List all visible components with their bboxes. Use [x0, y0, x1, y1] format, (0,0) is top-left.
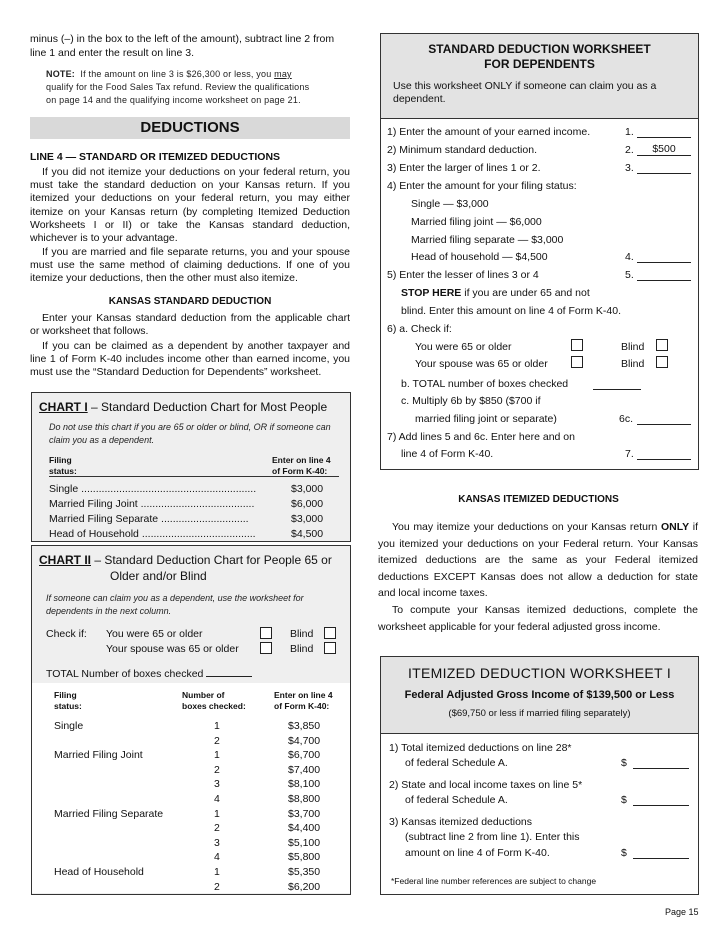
chart-2-amount: $8,800 — [288, 793, 321, 805]
sdw-line-4: 4) Enter the amount for your filing status: — [387, 180, 577, 192]
sdw-line-3: 3) Enter the larger of lines 1 or 2. — [387, 162, 541, 174]
chart-2 — [31, 545, 351, 895]
chart-2-amount: $4,400 — [288, 822, 321, 835]
chart-2-amount: $3,850 — [288, 720, 321, 732]
divider — [49, 476, 339, 477]
chart-2-amount: $3,700 — [288, 807, 321, 820]
chart-1 — [31, 392, 351, 542]
idw-line-1-field[interactable] — [633, 757, 689, 769]
sdw-line-6c-num: 6c. — [619, 413, 634, 425]
idw-line-1b: of federal Schedule A. — [405, 757, 508, 769]
idw-dollar: $ — [621, 794, 627, 806]
col-head: Enter on line 4 — [272, 455, 331, 465]
sdw-line-1-field[interactable] — [637, 126, 691, 138]
idw-dollar: $ — [621, 847, 627, 859]
note-block — [46, 68, 346, 107]
page-number: Page 15 — [665, 907, 699, 917]
col-head: status: — [49, 466, 77, 476]
sdw-line-6b-field[interactable] — [593, 378, 641, 390]
chart-1-note: Do not use this chart if you are 65 or older or blind, OR if someone can claim you as a dependent. — [49, 422, 331, 445]
chart-2-col-filing — [54, 690, 82, 712]
chart-1-col-enter — [272, 455, 331, 477]
col-head: Number of — [182, 690, 225, 700]
chart-2-status: Married Filing Joint — [54, 749, 143, 762]
idw-line-2a: 2) State and local income taxes on line 5* — [389, 779, 583, 791]
chart-1-title — [39, 400, 327, 414]
idw-line-2b: of federal Schedule A. — [405, 794, 508, 806]
chart-2-boxes: 4 — [214, 851, 220, 864]
chart-2-col-boxes — [182, 690, 246, 712]
sdw-line-6: 6) a. Check if: — [387, 323, 452, 335]
chart-2-boxes: 2 — [214, 880, 220, 893]
sdw-you-blind-checkbox[interactable] — [656, 339, 668, 351]
sdw-line-6a1: You were 65 or older — [415, 341, 512, 353]
deductions-header: DEDUCTIONS — [30, 117, 350, 139]
chart-2-amount: $5,100 — [288, 836, 321, 849]
sdw-line-5-num: 5. — [625, 269, 634, 281]
sdw-line-6a2: Your spouse was 65 or older — [415, 358, 548, 370]
total-boxes — [46, 666, 252, 680]
idw-line-3-field[interactable] — [633, 847, 689, 859]
idw-line-3a: 3) Kansas itemized deductions — [389, 816, 532, 828]
para-4: If you can be claimed as a dependent by another taxpayer and line 1 of Form K-40 includes income other than earned income, you must use the “Standard Deduction for Dependents” worksheet. — [30, 340, 350, 379]
blind-label: Blind — [290, 643, 314, 655]
chart-1-amount: $6,000 — [291, 498, 324, 510]
chart-1-status: Married Filing Joint ....................................... — [49, 498, 255, 510]
chart-1-title-text: – Standard Deduction Chart for Most People — [87, 400, 328, 414]
sdw-line-7-field[interactable] — [637, 448, 691, 460]
sdw-line-6c-field[interactable] — [637, 413, 691, 425]
col-head: boxes checked: — [182, 701, 246, 711]
sdw-line-1: 1) Enter the amount of your earned income. — [387, 126, 591, 138]
intro-line: minus (–) in the box to the left of the amount), subtract line 2 from — [30, 33, 335, 45]
divider — [381, 733, 698, 734]
idw-line-3b: (subtract line 2 from line 1). Enter this — [405, 831, 580, 843]
col-head: of Form K-40: — [272, 466, 328, 476]
chart-2-boxes: 2 — [214, 822, 220, 835]
total-boxes-label: TOTAL Number of boxes checked — [46, 668, 204, 680]
para-1: If you did not itemize your deductions on your federal return, you must take the standard deduction on your Kansas return. If you itemized your deductions on your federal return, you may either itemize on your Kansas return (by completing Itemized Deduction Worksheets I or II) or take the Kansas standard deduction, whichever is to your advantage. — [30, 166, 350, 245]
sdw-line-6b: b. TOTAL number of boxes checked — [401, 378, 569, 390]
chart-2-amount: $4,700 — [288, 734, 321, 747]
sdw-spouse-blind-checkbox[interactable] — [656, 356, 668, 368]
sdw-blind-label: Blind — [621, 358, 645, 370]
sdw-line-4-num: 4. — [625, 251, 634, 263]
sdw-line-5-field[interactable] — [637, 269, 691, 281]
sdw-line-7-num: 7. — [625, 448, 634, 460]
para-3: Enter your Kansas standard deduction from the applicable chart or worksheet that follows. — [30, 312, 350, 338]
chart-2-boxes: 4 — [214, 793, 220, 805]
kid-text: You may itemize your deductions on your Kansas return — [392, 521, 661, 533]
idw-line-1a: 1) Total itemized deductions on line 28* — [389, 742, 572, 754]
sdw-subtitle: Use this worksheet ONLY if someone can claim you as a dependent. — [393, 80, 657, 105]
chart-2-title-text: – Standard Deduction Chart for People 65 or — [91, 553, 332, 567]
kid-para-2: To compute your Kansas itemized deductions, complete the worksheet applicable for your federal adjusted gross income. — [378, 604, 698, 633]
chart-2-boxes: 3 — [214, 836, 220, 849]
chart-1-col-filing — [49, 455, 77, 477]
sdw-line-3-num: 3. — [625, 162, 634, 174]
total-boxes-field[interactable] — [206, 666, 252, 677]
chart-2-boxes: 1 — [214, 807, 220, 820]
spouse65-label: Your spouse was 65 or older — [106, 643, 239, 655]
chart-2-boxes: 3 — [214, 778, 220, 791]
sdw-title-line: STANDARD DEDUCTION WORKSHEET — [428, 42, 651, 56]
sdw-worksheet — [380, 33, 699, 470]
chart-2-boxes: 1 — [214, 866, 220, 878]
intro-text — [30, 33, 350, 60]
sdw-line-1-num: 1. — [625, 126, 634, 138]
sdw-line-2-value: $500 — [637, 143, 691, 156]
spouse-blind-checkbox[interactable] — [324, 642, 336, 654]
idw-worksheet — [380, 656, 699, 895]
stop-text: if you are under 65 and not — [461, 287, 590, 299]
sdw-line-6c2: married filing joint or separate) — [415, 413, 557, 425]
chart-1-status: Married Filing Separate .............................. — [49, 513, 249, 525]
chart-2-boxes: 2 — [214, 763, 220, 776]
stop-here: STOP HERE — [401, 287, 462, 299]
note-may: may — [274, 69, 292, 79]
line4-title: LINE 4 — STANDARD OR ITEMIZED DEDUCTIONS — [30, 151, 281, 163]
kid-text: if you itemized your deductions on your Federal return. Your Kansas itemized deductions are the same as your Federal itemized deductions EXCEPT Kansas does not allow a deduction for state and local income taxes. — [378, 521, 699, 599]
col-head: Filing — [49, 455, 72, 465]
note-text: If the amount on line 3 is $26,300 or less, you — [80, 69, 272, 79]
kid-only: ONLY — [660, 521, 690, 533]
note-text: on page 14 and the qualifying income worksheet on page 21. — [46, 95, 301, 105]
col-head: status: — [54, 701, 82, 711]
chart-2-amount: $7,400 — [288, 763, 321, 776]
you-blind-checkbox[interactable] — [324, 627, 336, 639]
chart-2-label: CHART II — [39, 553, 91, 567]
chart-2-status: Head of Household — [54, 866, 144, 878]
chart-1-status: Head of Household ....................................... — [49, 528, 256, 540]
chart-2-boxes: 1 — [214, 749, 220, 762]
sdw-line-6c1: c. Multiply 6b by $850 ($700 if — [401, 395, 541, 407]
chart-2-amount: $5,800 — [288, 851, 321, 864]
blind-label: Blind — [290, 628, 314, 640]
spouse65-checkbox[interactable] — [260, 642, 272, 654]
chart-2-note: If someone can claim you as a dependent, use the worksheet for dependents in the next column. — [46, 593, 304, 616]
you65-checkbox[interactable] — [260, 627, 272, 639]
chart-1-amount: $3,000 — [291, 513, 324, 525]
idw-subtitle: Federal Adjusted Gross Income of $139,500 or Less — [404, 689, 675, 701]
idw-footnote: *Federal line number references are subject to change — [391, 876, 597, 886]
idw-line-2-field[interactable] — [633, 794, 689, 806]
you65-label: You were 65 or older — [106, 628, 203, 640]
idw-header — [381, 657, 698, 733]
sdw-line-4c: Married filing separate — $3,000 — [411, 234, 564, 246]
chart-2-title — [39, 553, 332, 567]
chart-1-label: CHART I — [39, 400, 88, 414]
sdw-line-7a: 7) Add lines 5 and 6c. Enter here and on — [387, 431, 575, 443]
chart-2-amount: $6,200 — [288, 880, 321, 893]
chart-2-status: Married Filing Separate — [54, 807, 164, 820]
sdw-line-4b: Married filing joint — $6,000 — [411, 216, 542, 228]
idw-line-3c: amount on line 4 of Form K-40. — [405, 847, 550, 859]
idw-subtitle-2: ($69,750 or less if married filing separately) — [448, 708, 631, 719]
sdw-blind-label: Blind — [621, 341, 645, 353]
sdw-spouse65-checkbox[interactable] — [571, 356, 583, 368]
idw-dollar: $ — [621, 757, 627, 769]
chart-2-title-text2: Older and/or Blind — [110, 569, 207, 583]
sdw-stop — [401, 287, 590, 299]
chart-2-boxes: 2 — [214, 734, 220, 747]
sdw-line-7b: line 4 of Form K-40. — [401, 448, 494, 460]
intro-line: line 1 and enter the result on line 3. — [30, 46, 195, 59]
chart-2-amount: $8,100 — [288, 778, 321, 791]
col-head: Enter on line 4 — [274, 690, 333, 700]
sdw-you65-checkbox[interactable] — [571, 339, 583, 351]
sdw-header — [381, 34, 698, 118]
kid-para-1 — [378, 519, 698, 602]
chart-2-col-enter — [274, 690, 333, 712]
note-label: NOTE: — [46, 69, 75, 79]
para-2: If you are married and file separate returns, you and your spouse must use the same method of claiming deductions. If one of you itemize your deductions, then the other must also itemize. — [30, 246, 350, 285]
divider — [381, 118, 698, 119]
sdw-title — [381, 34, 698, 72]
chart-2-amount: $6,700 — [288, 749, 321, 762]
chart-2-status: Single — [54, 720, 84, 732]
idw-title: ITEMIZED DEDUCTION WORKSHEET I — [407, 665, 672, 681]
chart-1-status: Single ............................................................ — [49, 483, 257, 495]
col-head: Filing — [54, 690, 77, 700]
chart-1-amount: $4,500 — [291, 528, 324, 540]
sdw-line-4-field[interactable] — [637, 251, 691, 263]
chart-2-boxes: 1 — [214, 720, 220, 732]
sdw-stop-2: blind. Enter this amount on line 4 of Form K-40. — [401, 305, 622, 317]
check-if-label: Check if: — [46, 628, 87, 640]
chart-1-amount: $3,000 — [291, 483, 324, 495]
sdw-line-2: 2) Minimum standard deduction. — [387, 144, 537, 156]
sdw-line-4a: Single — $3,000 — [411, 198, 489, 210]
sdw-line-3-field[interactable] — [637, 162, 691, 174]
sdw-line-5: 5) Enter the lesser of lines 3 or 4 — [387, 269, 539, 281]
sdw-line-4d: Head of household — $4,500 — [411, 251, 548, 263]
kid-title: KANSAS ITEMIZED DEDUCTIONS — [458, 494, 619, 505]
note-text: qualify for the Food Sales Tax refund. Review the qualifications — [46, 82, 310, 92]
sdw-line-2-num: 2. — [625, 144, 634, 156]
chart-2-amount: $5,350 — [288, 866, 321, 878]
ksd-title: KANSAS STANDARD DEDUCTION — [108, 296, 272, 307]
sdw-title-line: FOR DEPENDENTS — [484, 57, 595, 71]
col-head: of Form K-40: — [274, 701, 330, 711]
